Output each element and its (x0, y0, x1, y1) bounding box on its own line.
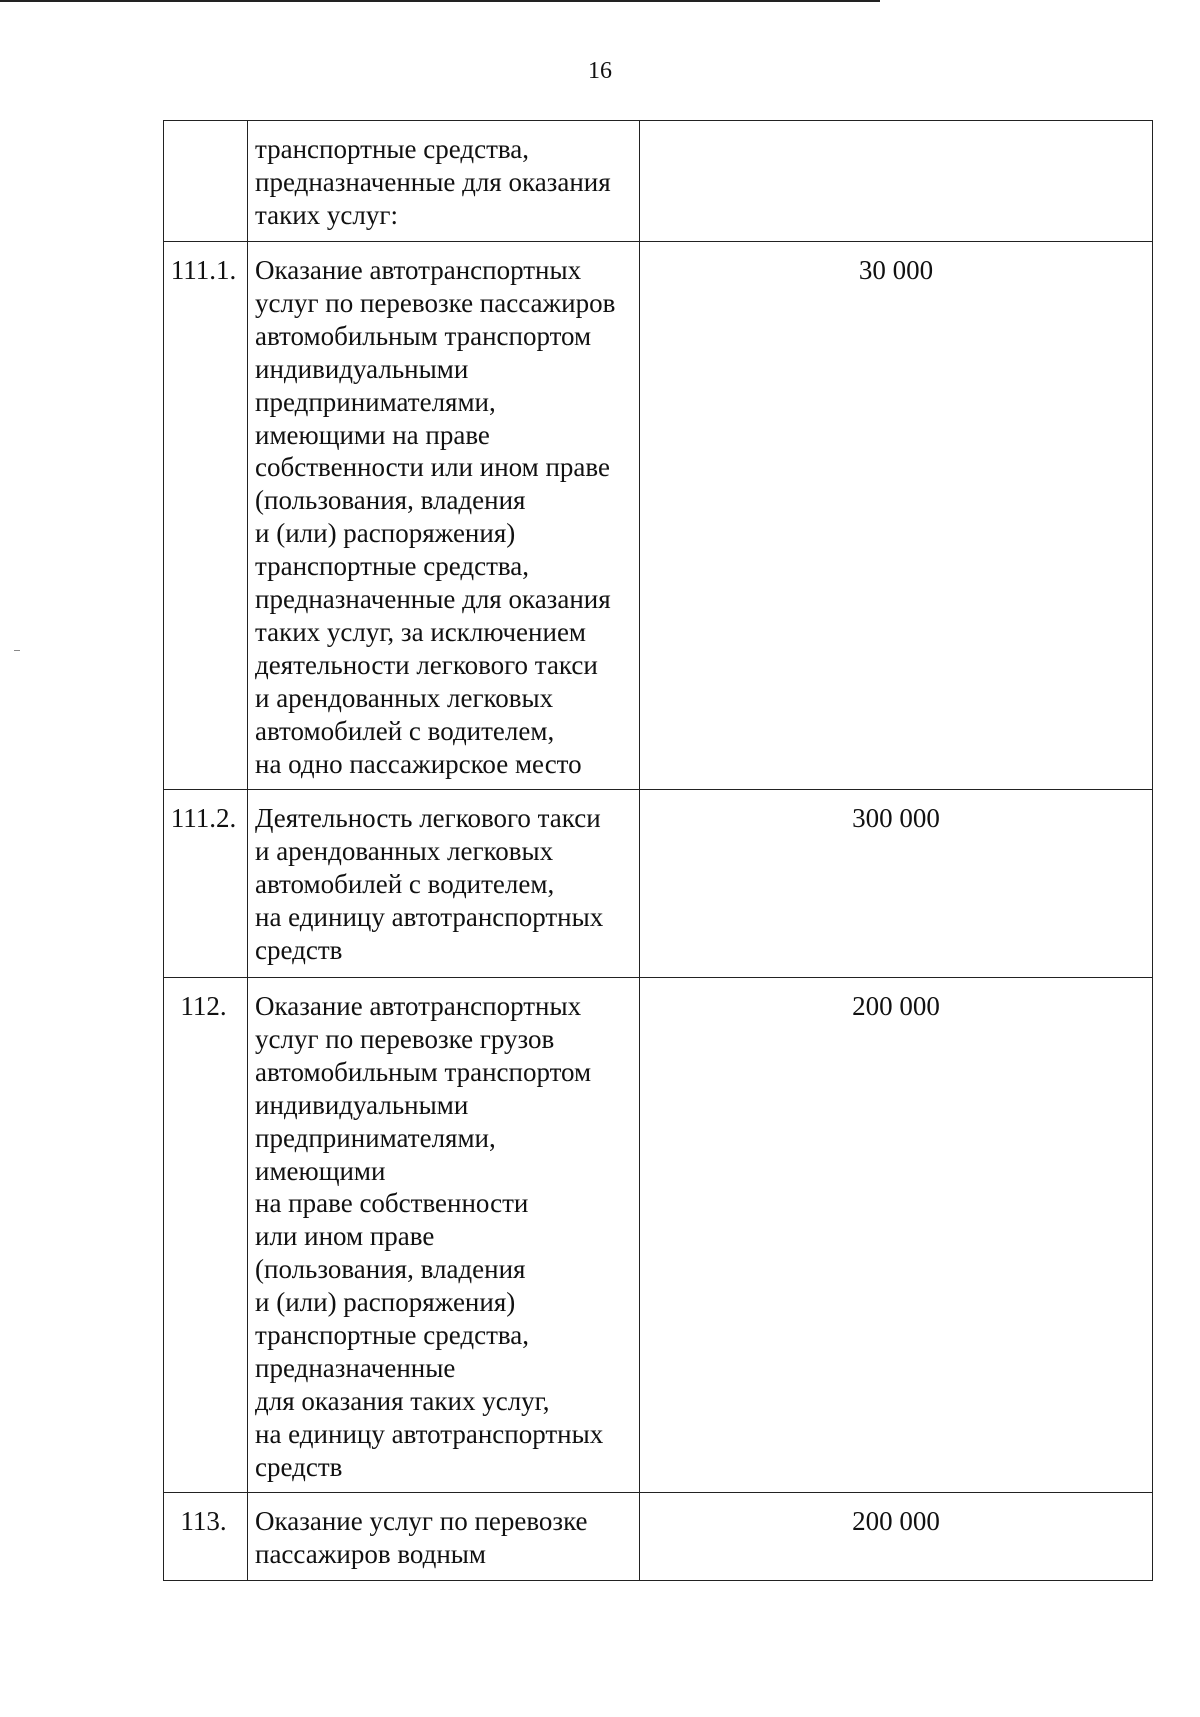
amount-cell (640, 978, 1153, 1493)
description-line: на единицу автотранспортных (255, 901, 604, 932)
row-number-cell (164, 790, 248, 978)
tax-rates-table (163, 120, 1153, 1581)
description-line: для оказания таких услуг, (255, 1385, 550, 1416)
description-line: таких услуг: (255, 199, 398, 230)
row-number: 111.2. (170, 803, 237, 833)
table-row (164, 1493, 1153, 1581)
description-line: имеющими (255, 1155, 386, 1186)
description-line: транспортные средства, (255, 134, 530, 164)
description-line: на одно пассажирское место (255, 748, 582, 779)
description-line: и арендованных легковых (255, 835, 554, 866)
description-line: услуг по перевозке грузов (255, 1023, 555, 1054)
activity-description-cell (248, 121, 640, 242)
table-row (164, 790, 1153, 978)
description-line: индивидуальными (255, 1089, 469, 1120)
description-line: Оказание услуг по перевозке (255, 1506, 588, 1536)
description-line: индивидуальными (255, 353, 469, 384)
row-number: 112. (180, 991, 227, 1021)
activity-description-cell (248, 1493, 640, 1581)
description-line: и (или) распоряжения) (255, 1287, 516, 1318)
activity-description-cell (248, 790, 640, 978)
amount-cell (640, 121, 1153, 242)
description-line: на праве собственности (255, 1188, 529, 1219)
amount-value: 300 000 (852, 803, 940, 833)
row-number-cell (164, 121, 248, 242)
description-line: или ином праве (255, 1221, 435, 1252)
description-line: пассажиров водным (255, 1538, 487, 1569)
description-line: Оказание автотранспортных (255, 255, 582, 285)
description-line: и (или) распоряжения) (255, 518, 516, 549)
description-line: услуг по перевозке пассажиров (255, 287, 616, 318)
top-edge-rule (0, 0, 880, 2)
description-line: предназначенные для оказания (255, 166, 611, 197)
description-line: автомобилей с водителем, (255, 868, 555, 899)
description-line: деятельности легкового такси (255, 649, 598, 680)
activity-description-cell (248, 978, 640, 1493)
amount-value: 200 000 (852, 1506, 940, 1536)
description-line: (пользования, владения (255, 1254, 526, 1285)
description-line: средств (255, 1451, 343, 1482)
description-line: транспортные средства, (255, 1320, 530, 1351)
description-line: имеющими на праве (255, 419, 490, 450)
amount-cell (640, 242, 1153, 790)
row-number: 113. (180, 1506, 227, 1536)
amount-cell (640, 790, 1153, 978)
description-line: средств (255, 934, 343, 965)
row-number-cell (164, 242, 248, 790)
activity-description-cell (248, 242, 640, 790)
table-body (164, 121, 1153, 1581)
page-number: 16 (588, 58, 612, 84)
description-line: автомобильным транспортом (255, 1056, 592, 1087)
description-line: предназначенные для оказания (255, 584, 611, 615)
scan-margin-mark (14, 650, 20, 651)
description-line: транспортные средства, (255, 551, 530, 582)
row-number-cell (164, 978, 248, 1493)
description-line: собственности или ином праве (255, 452, 610, 483)
row-number-cell (164, 1493, 248, 1581)
amount-value: 200 000 (852, 991, 940, 1021)
table-row (164, 242, 1153, 790)
description-line: (пользования, владения (255, 485, 526, 516)
description-line: предпринимателями, (255, 386, 496, 417)
description-line: Деятельность легкового такси (255, 803, 601, 833)
description-line: Оказание автотранспортных (255, 991, 582, 1021)
description-line: на единицу автотранспортных (255, 1418, 604, 1449)
amount-value: 30 000 (858, 255, 934, 285)
amount-cell (640, 1493, 1153, 1581)
description-line: автомобильным транспортом (255, 320, 592, 351)
description-line: автомобилей с водителем, (255, 715, 555, 746)
description-line: таких услуг, за исключением (255, 616, 587, 647)
table-row (164, 978, 1153, 1493)
table-row (164, 121, 1153, 242)
description-line: предназначенные (255, 1352, 456, 1383)
description-line: и арендованных легковых (255, 682, 554, 713)
description-line: предпринимателями, (255, 1122, 496, 1153)
row-number: 111.1. (170, 255, 237, 285)
